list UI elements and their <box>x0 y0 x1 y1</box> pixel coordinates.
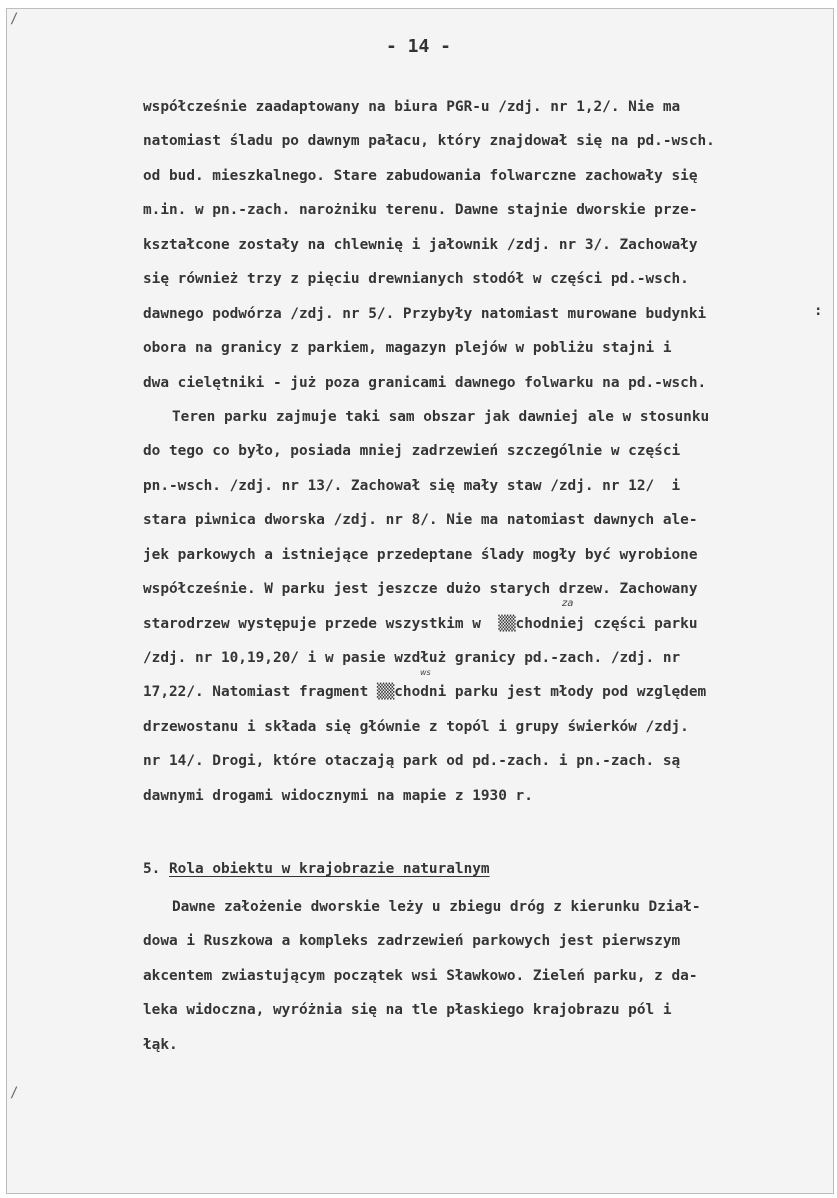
handwritten-correction-ws: ws <box>420 668 431 677</box>
section5-line: akcentem zwiastującym początek wsi Sławkowo. Zieleń parku, z da- <box>143 967 698 984</box>
paragraph2-line: do tego co było, posiada mniej zadrzewień szczególnie w części <box>143 443 681 460</box>
paragraph2-line: jek parkowych a istniejące przedeptane ślady mogły być wyrobione <box>143 546 698 563</box>
paragraph2-line: 17,22/. Natomiast fragment ▒▒chodni parku jest młody pod względem <box>143 684 707 701</box>
paragraph2-line: nr 14/. Drogi, które otaczają park od pd.-zach. i pn.-zach. są <box>143 753 681 770</box>
paragraph2-line: współcześnie. W parku jest jeszcze dużo starych drzew. Zachowany <box>143 581 698 598</box>
paragraph1-line: natomiast śladu po dawnym pałacu, który znajdował się na pd.-wsch. <box>143 133 715 150</box>
handwritten-correction-za: za <box>562 598 574 609</box>
section5-line: dowa i Ruszkowa a kompleks zadrzewień parkowych jest pierwszym <box>143 933 681 950</box>
paragraph1-line: od bud. mieszkalnego. Stare zabudowania folwarczne zachowały się <box>143 167 698 184</box>
page-number: - 14 - <box>385 36 452 57</box>
paragraph2-line: dawnymi drogami widocznymi na mapie z 1930 r. <box>143 787 533 804</box>
paragraph1-line: m.in. w pn.-zach. narożniku terenu. Dawne stajnie dworskie prze- <box>143 202 698 219</box>
section5-line: Dawne założenie dworskie leży u zbiegu dróg z kierunku Dział- <box>172 899 701 915</box>
paragraph1-line: kształcone zostały na chlewnię i jałownik /zdj. nr 3/. Zachowały <box>143 236 698 253</box>
paragraph1-line: współcześnie zaadaptowany na biura PGR-u /zdj. nr 1,2/. Nie ma <box>143 99 681 115</box>
paragraph1-line: obora na granicy z parkiem, magazyn plejów w pobliżu stajni i <box>143 340 672 357</box>
paragraph2-line: pn.-wsch. /zdj. nr 13/. Zachował się mały staw /zdj. nr 12/ i <box>143 477 681 494</box>
paragraph1-line: się również trzy z pięciu drewnianych stodół w części pd.-wsch. <box>143 271 689 288</box>
paragraph2-line: stara piwnica dworska /zdj. nr 8/. Nie ma natomiast dawnych ale- <box>143 512 698 529</box>
paragraph1-line: dwa cielętniki - już poza granicami dawnego folwarku na pd.-wsch. <box>143 374 707 391</box>
paragraph2-line: starodrzew występuje przede wszystkim w ▒▒chodniej części parku <box>143 615 698 632</box>
margin-mark-bottom-left: / <box>10 1085 19 1101</box>
paragraph2-line: drzewostanu i składa się głównie z topól i grupy świerków /zdj. <box>143 718 689 735</box>
section5-line: leka widoczna, wyróżnia się na tle płaskiego krajobrazu pól i <box>143 1002 672 1019</box>
margin-mark-top-left: / <box>10 11 19 27</box>
paragraph2-line: Teren parku zajmuje taki sam obszar jak dawniej ale w stosunku <box>172 408 710 425</box>
paragraph2-line: /zdj. nr 10,19,20/ i w pasie wzdłuż granicy pd.-zach. /zdj. nr <box>143 650 681 666</box>
section5-text <box>143 890 833 1062</box>
section-heading <box>143 852 490 886</box>
margin-mark-right-colon: : <box>814 303 823 319</box>
section5-line: łąk. <box>143 1036 178 1053</box>
paragraph1-line: dawnego podwórza /zdj. nr 5/. Przybyły natomiast murowane budynki <box>143 305 707 322</box>
body-text <box>143 90 833 813</box>
section-title: Rola obiektu w krajobrazie naturalnym <box>169 861 490 877</box>
section-number: 5. <box>143 861 161 877</box>
